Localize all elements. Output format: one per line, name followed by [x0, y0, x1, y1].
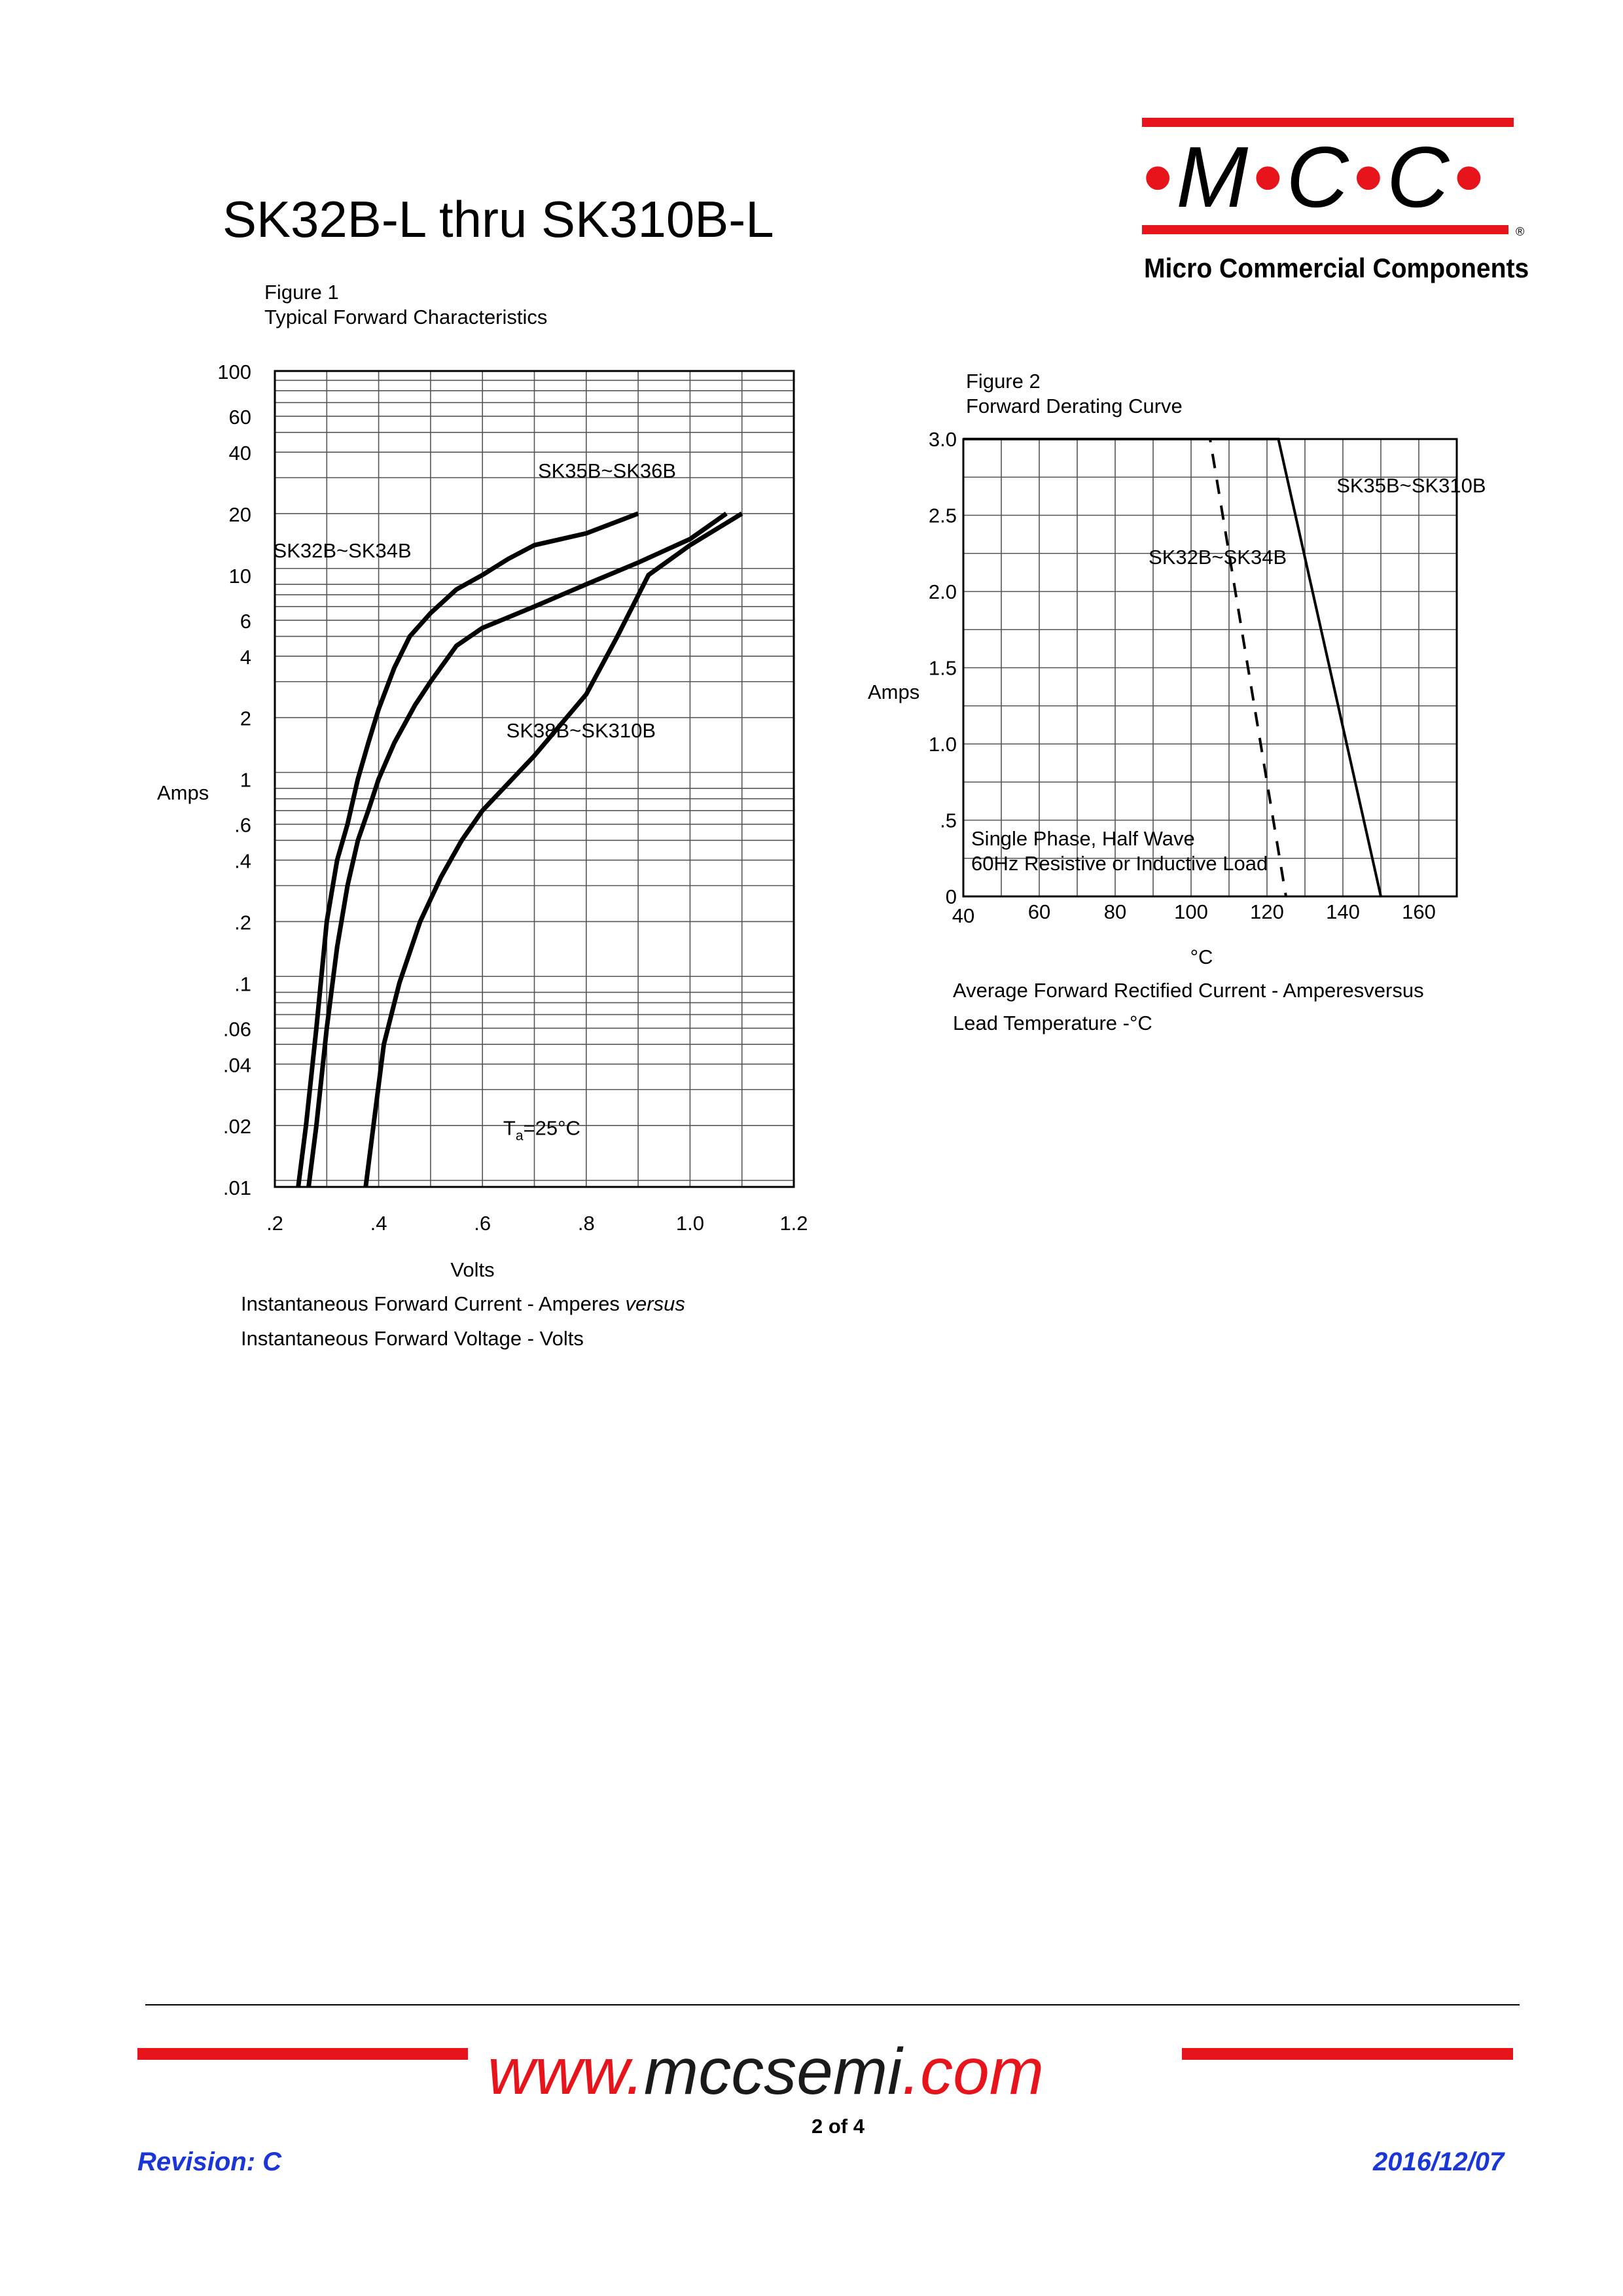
y-tick-label: .02 — [223, 1115, 251, 1139]
series-label: SK35B~SK310B — [1336, 474, 1486, 497]
y-tick-label: .1 — [234, 972, 251, 996]
logo-letter-c1: C — [1286, 129, 1353, 225]
y-tick-label: 2.0 — [928, 580, 957, 603]
figure1-description-line1: Instantaneous Forward Current - Amperes versus — [241, 1292, 685, 1315]
footer-divider — [145, 2004, 1520, 2005]
url-middle: mccsemi — [643, 2035, 902, 2108]
x-tick-label: 60 — [1027, 900, 1051, 923]
figure1-description-line2: Instantaneous Forward Voltage - Volts — [241, 1327, 584, 1350]
y-tick-label: 1.5 — [928, 656, 957, 680]
x-tick-label: 1.2 — [779, 1212, 808, 1235]
y-tick-label: 60 — [228, 406, 251, 429]
logo-letter-c2: C — [1386, 129, 1454, 225]
y-tick-label: 0 — [945, 885, 957, 908]
revision-date: 2016/12/07 — [1373, 2147, 1505, 2176]
y-tick-label: 100 — [217, 361, 251, 383]
figure1-label: Figure 1 — [264, 281, 339, 304]
figure2-description-line1: Average Forward Rectified Current - Amperesversus — [953, 979, 1424, 1002]
y-tick-label: 2.5 — [928, 504, 957, 527]
figure1-caption: Typical Forward Characteristics — [264, 306, 548, 328]
temperature-note: $T_a=25^\circ C$ — [503, 1116, 580, 1144]
figure2-caption: Forward Derating Curve — [966, 395, 1183, 417]
x-tick-label: 120 — [1250, 900, 1284, 923]
y-tick-label: 2 — [240, 707, 251, 730]
logo-letter-m: M — [1176, 129, 1253, 225]
x-tick-label: 1.0 — [675, 1212, 704, 1235]
x-tick-label: 80 — [1103, 900, 1127, 923]
y-tick-label: 10 — [228, 564, 251, 588]
registered-mark: ® — [1516, 225, 1525, 238]
page-title: SK32B-L thru SK310B-L — [223, 190, 774, 248]
y-tick-label: .6 — [234, 813, 251, 837]
y-tick-label: .06 — [223, 1017, 251, 1041]
x-tick-label: .2 — [266, 1212, 283, 1235]
y-tick-label: .2 — [234, 911, 251, 934]
x-tick-label: 160 — [1402, 900, 1436, 923]
y-tick-label: .01 — [223, 1176, 251, 1199]
derating-note-line2: 60Hz Resistive or Inductive Load — [971, 852, 1268, 875]
footer-left-bar — [137, 2048, 468, 2060]
series-label: SK32B~SK34B — [1149, 546, 1287, 569]
page-number: 2 of 4 — [812, 2115, 865, 2138]
x-tick-label: 100 — [1174, 900, 1208, 923]
logo-dot-1: • — [1142, 129, 1177, 225]
y-tick-label: 1.0 — [928, 733, 957, 756]
y-tick-label: 40 — [228, 442, 251, 465]
figure2-label: Figure 2 — [966, 370, 1041, 393]
x-axis-label: °C — [1190, 945, 1213, 968]
url-suffix: .com — [902, 2035, 1044, 2108]
series-label: SK38B~SK310B — [506, 718, 656, 742]
y-tick-label: 3.0 — [928, 428, 957, 451]
y-tick-label: 4 — [240, 645, 251, 669]
x-tick-label: .4 — [370, 1212, 387, 1235]
x-tick-label: 40 — [952, 904, 975, 927]
logo-dot-2: • — [1252, 129, 1287, 225]
x-axis-label: Volts — [450, 1258, 495, 1281]
series-label: SK35B~SK36B — [537, 459, 677, 483]
logo-dot-4: • — [1453, 129, 1488, 225]
figure2-description-line2: Lead Temperature -°C — [953, 1012, 1152, 1034]
y-axis-label: Amps — [157, 781, 209, 804]
y-tick-label: .5 — [940, 809, 957, 832]
derating-note-line1: Single Phase, Half Wave — [971, 827, 1195, 850]
figure2-chart — [0, 0, 1623, 1080]
footer-right-bar — [1182, 2048, 1513, 2060]
y-tick-label: 6 — [240, 609, 251, 633]
series-label: SK32B~SK34B — [273, 539, 412, 562]
y-tick-label: 20 — [228, 503, 251, 526]
website-link[interactable] — [488, 2035, 1044, 2108]
url-prefix: www. — [488, 2035, 644, 2108]
y-tick-label: .4 — [234, 849, 251, 873]
revision-label: Revision: C — [137, 2147, 282, 2176]
company-name: Micro Commercial Components — [1144, 253, 1529, 283]
y-tick-label: .04 — [223, 1053, 251, 1077]
y-axis-label: Amps — [868, 680, 920, 703]
logo-dot-3: • — [1352, 129, 1387, 225]
x-tick-label: 140 — [1326, 900, 1360, 923]
y-tick-label: 1 — [240, 768, 251, 792]
x-tick-label: .8 — [577, 1212, 595, 1235]
x-tick-label: .6 — [474, 1212, 491, 1235]
